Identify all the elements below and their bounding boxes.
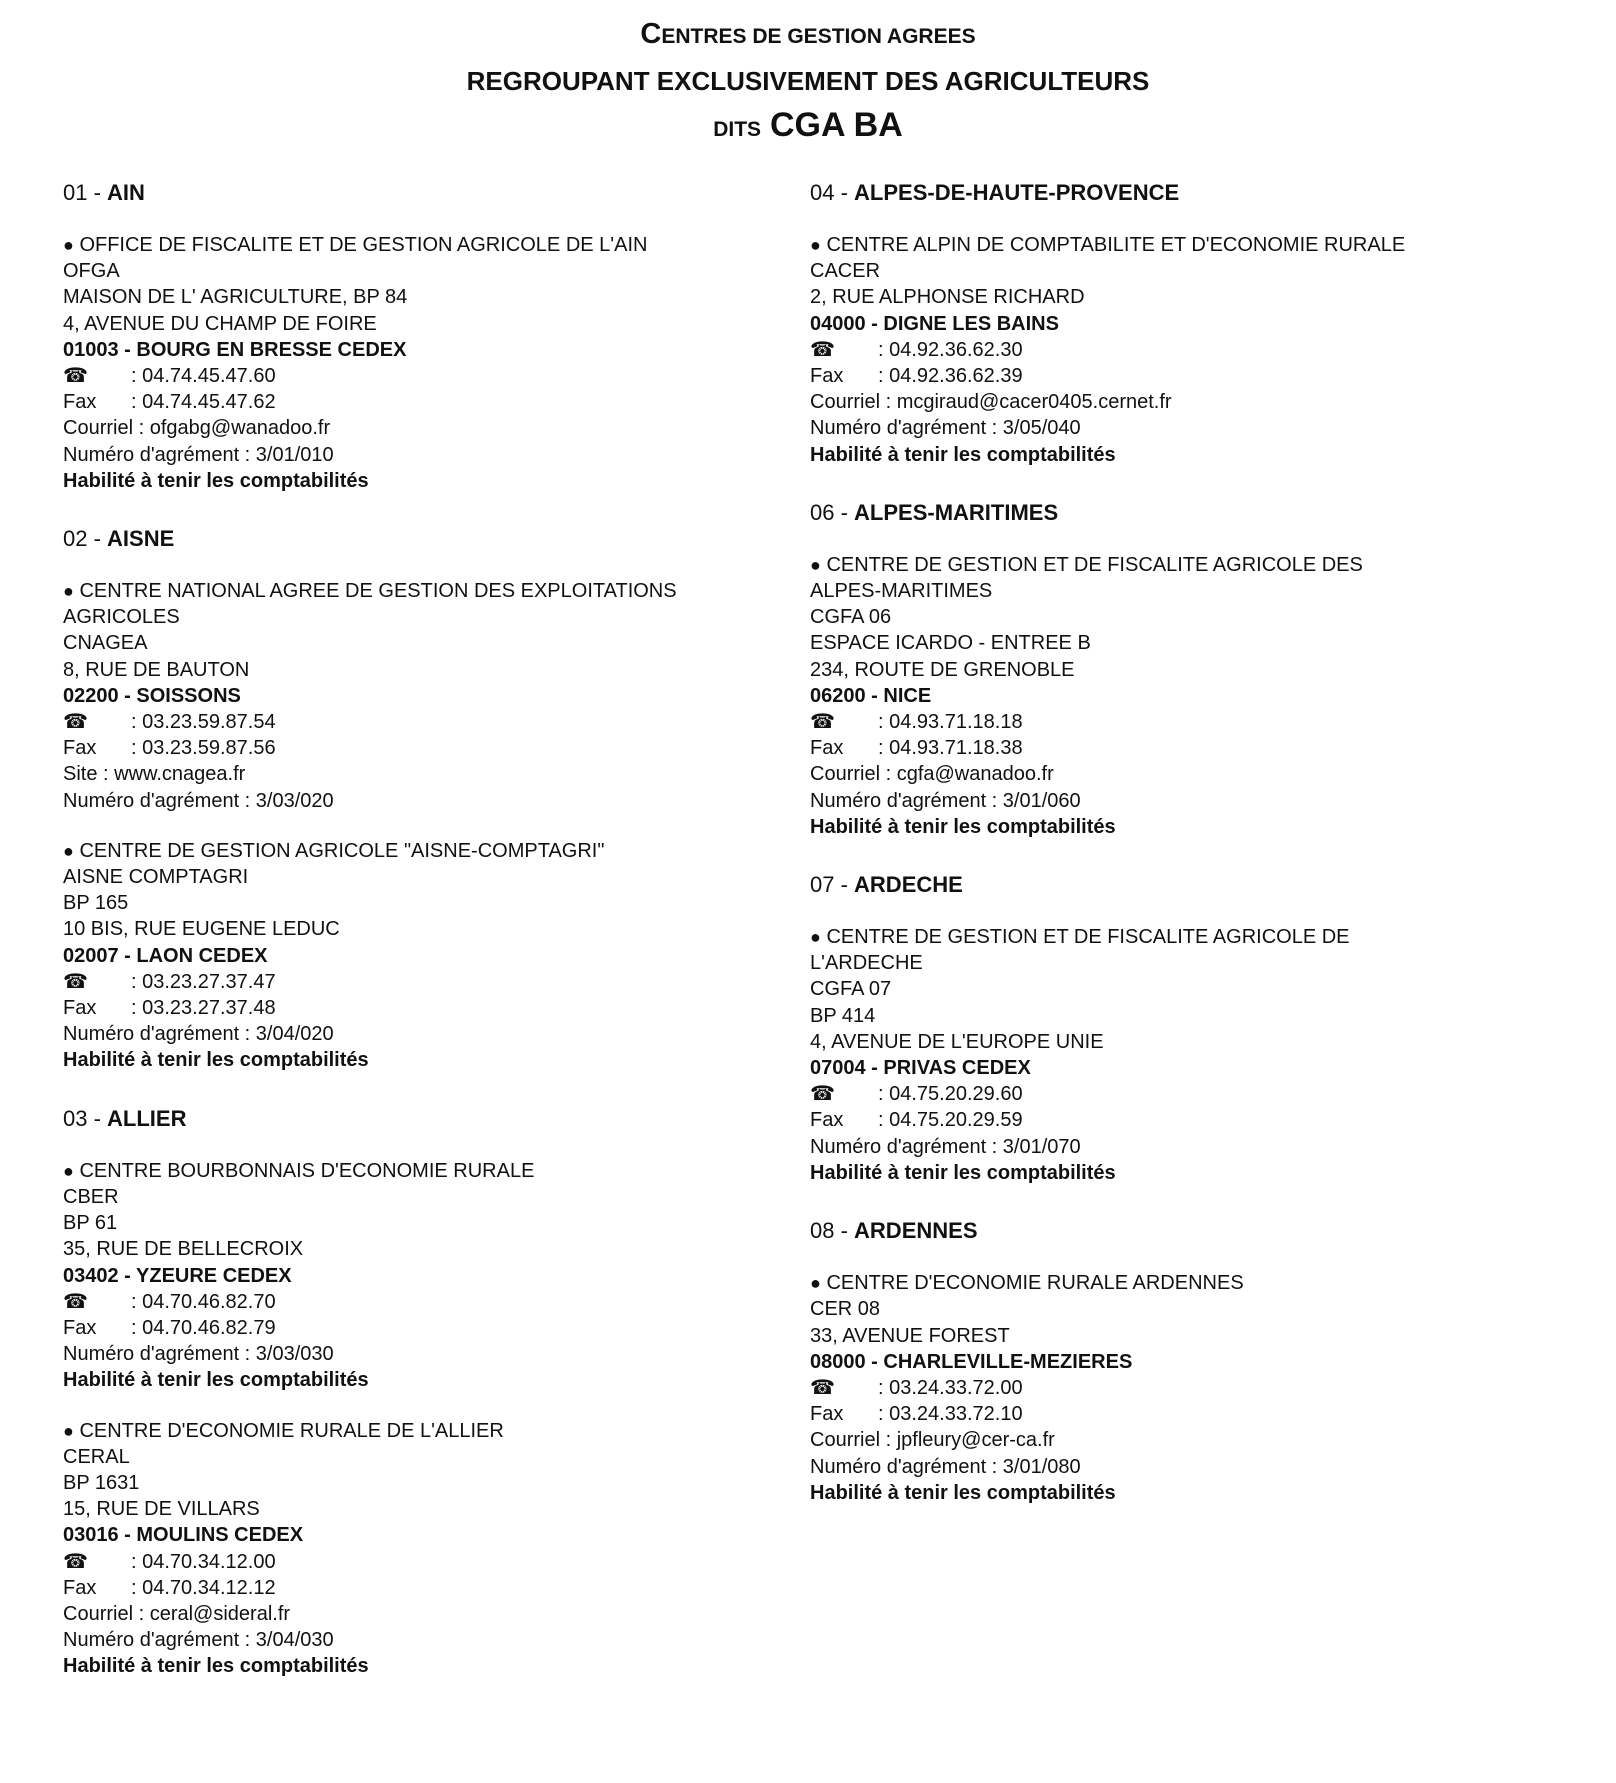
agrement-number: Numéro d'agrément : 3/01/060: [810, 789, 1081, 812]
habilite-note: Habilité à tenir les comptabilités: [810, 443, 1116, 466]
department-heading: [63, 1106, 823, 1132]
fax-number: : 03.23.27.37.48: [131, 997, 276, 1020]
fax-line: [63, 389, 823, 415]
center-name-line: [810, 924, 1570, 950]
fax-label: Fax: [63, 1316, 97, 1339]
habilite-note: Habilité à tenir les comptabilités: [63, 1655, 369, 1678]
address-line: MAISON DE L' AGRICULTURE, BP 84: [63, 286, 408, 309]
center-name: CENTRE DE GESTION AGRICOLE "AISNE-COMPTAGRI": [79, 839, 605, 862]
center-name-continued: ALPES-MARITIMES: [810, 580, 993, 603]
bullet-icon: ●: [810, 927, 821, 948]
phone-number: : 03.23.59.87.54: [131, 711, 276, 734]
fax-number: : 04.70.34.12.12: [131, 1576, 276, 1599]
phone-icon: ☎: [810, 1376, 835, 1399]
address-line: 15, RUE DE VILLARS: [63, 1498, 260, 1521]
center-entry: [63, 578, 823, 814]
email-line: Courriel : cgfa@wanadoo.fr: [810, 763, 1054, 786]
center-acronym: OFGA: [63, 260, 120, 283]
postal-city: 03402 - YZEURE CEDEX: [63, 1264, 292, 1287]
center-acronym: CERAL: [63, 1445, 130, 1468]
center-name-line: [63, 578, 823, 604]
fax-line: [63, 995, 823, 1021]
title-line-2: REGROUPANT EXCLUSIVEMENT DES AGRICULTEURS: [466, 66, 1150, 96]
fax-label: Fax: [63, 737, 97, 760]
title-rest: ENTRES DE GESTION AGREES: [661, 25, 976, 48]
fax-label: Fax: [810, 1403, 844, 1426]
address-line: 4, AVENUE DE L'EUROPE UNIE: [810, 1030, 1104, 1053]
center-name: CENTRE ALPIN DE COMPTABILITE ET D'ECONOMIE RURALE: [826, 234, 1406, 256]
address-line: 35, RUE DE BELLECROIX: [63, 1238, 304, 1261]
fax-label: Fax: [810, 365, 844, 388]
postal-city: 02200 - SOISSONS: [63, 684, 241, 707]
fax-line: [63, 735, 823, 761]
phone-number: : 04.75.20.29.60: [878, 1083, 1023, 1106]
department-name: ARDENNES: [854, 1218, 978, 1244]
phone-icon: ☎: [63, 1550, 88, 1573]
center-name: CENTRE DE GESTION ET DE FISCALITE AGRICOLE DE: [826, 926, 1350, 949]
address-line: ESPACE ICARDO - ENTREE B: [810, 632, 1091, 655]
right-column: [810, 180, 1570, 1530]
address-line: 234, ROUTE DE GRENOBLE: [810, 658, 1075, 681]
agrement-number: Numéro d'agrément : 3/03/030: [63, 1343, 334, 1366]
phone-line: [63, 1549, 823, 1575]
center-name-line: [810, 232, 1570, 258]
agrement-number: Numéro d'agrément : 3/04/030: [63, 1629, 334, 1652]
department-code: 08 -: [810, 1218, 855, 1244]
phone-number: : 04.92.36.62.30: [878, 338, 1023, 361]
fax-label: Fax: [63, 997, 97, 1020]
center-entry: [63, 1418, 823, 1680]
center-entry: [810, 924, 1570, 1186]
phone-line: [810, 709, 1570, 735]
center-name-line: [63, 232, 823, 258]
postal-city: 08000 - CHARLEVILLE-MEZIERES: [810, 1350, 1133, 1373]
center-entry: [63, 1158, 823, 1394]
center-name: CENTRE DE GESTION ET DE FISCALITE AGRICOLE DES: [826, 553, 1363, 576]
fax-number: : 04.92.36.62.39: [878, 365, 1023, 388]
address-line: 8, RUE DE BAUTON: [63, 658, 250, 681]
fax-line: [63, 1575, 823, 1601]
phone-number: : 04.70.34.12.00: [131, 1550, 276, 1573]
address-line: BP 165: [63, 892, 129, 915]
habilite-note: Habilité à tenir les comptabilités: [63, 1369, 369, 1392]
fax-number: : 04.74.45.47.62: [131, 391, 276, 414]
title-line-1: [0, 12, 1616, 59]
center-name: CENTRE D'ECONOMIE RURALE ARDENNES: [826, 1272, 1244, 1295]
phone-line: [63, 709, 823, 735]
title-cga-ba: CGA BA: [769, 106, 903, 144]
department-name: ALLIER: [107, 1105, 187, 1131]
address-line: 4, AVENUE DU CHAMP DE FOIRE: [63, 312, 377, 335]
department-code: 07 -: [810, 872, 855, 898]
phone-icon: ☎: [63, 1290, 88, 1313]
fax-number: : 03.24.33.72.10: [878, 1403, 1023, 1426]
center-entry: [810, 1270, 1570, 1506]
bullet-icon: ●: [63, 1160, 74, 1181]
postal-city: 01003 - BOURG EN BRESSE CEDEX: [63, 338, 407, 361]
postal-city: 03016 - MOULINS CEDEX: [63, 1524, 304, 1547]
habilite-note: Habilité à tenir les comptabilités: [63, 1049, 369, 1072]
agrement-number: Numéro d'agrément : 3/03/020: [63, 789, 334, 812]
email-line: Courriel : ofgabg@wanadoo.fr: [63, 417, 331, 440]
fax-line: [63, 1315, 823, 1341]
address-line: BP 61: [63, 1212, 118, 1235]
bullet-icon: ●: [63, 840, 74, 861]
center-name-line: [63, 1418, 823, 1444]
phone-number: : 04.93.71.18.18: [878, 711, 1023, 734]
address-line: BP 1631: [63, 1471, 140, 1494]
fax-line: [810, 1401, 1570, 1427]
left-column: [63, 180, 823, 1704]
bullet-icon: ●: [810, 554, 821, 575]
fax-number: : 03.23.59.87.56: [131, 737, 276, 760]
center-acronym: CER 08: [810, 1298, 881, 1321]
department-code: 01 -: [63, 180, 108, 205]
phone-line: [810, 337, 1570, 363]
postal-city: 02007 - LAON CEDEX: [63, 944, 268, 967]
center-acronym: CGFA 06: [810, 606, 892, 629]
email-line: Courriel : jpfleury@cer-ca.fr: [810, 1429, 1055, 1452]
department-heading: [63, 180, 823, 206]
bullet-icon: ●: [810, 1273, 821, 1294]
center-entry: [810, 232, 1570, 468]
fax-label: Fax: [63, 391, 97, 414]
department-name: ALPES-MARITIMES: [854, 499, 1059, 525]
center-name-continued: AGRICOLES: [63, 606, 180, 629]
bullet-icon: ●: [63, 581, 74, 602]
habilite-note: Habilité à tenir les comptabilités: [810, 1161, 1116, 1184]
habilite-note: Habilité à tenir les comptabilités: [810, 815, 1116, 838]
phone-icon: ☎: [63, 365, 88, 388]
fax-line: [810, 363, 1570, 389]
phone-number: : 04.74.45.47.60: [131, 365, 276, 388]
agrement-number: Numéro d'agrément : 3/01/080: [810, 1455, 1081, 1478]
fax-line: [810, 1107, 1570, 1133]
postal-city: 07004 - PRIVAS CEDEX: [810, 1057, 1031, 1080]
fax-label: Fax: [810, 737, 844, 760]
center-name: CENTRE D'ECONOMIE RURALE DE L'ALLIER: [79, 1419, 504, 1442]
center-acronym: CACER: [810, 260, 881, 283]
center-name-line: [810, 1270, 1570, 1296]
fax-number: : 04.70.46.82.79: [131, 1316, 276, 1339]
postal-city: 06200 - NICE: [810, 684, 932, 707]
center-acronym: CGFA 07: [810, 978, 892, 1001]
phone-icon: ☎: [810, 338, 835, 361]
center-entry: [63, 232, 823, 494]
address-line: BP 414: [810, 1004, 876, 1027]
title-line-3: [0, 103, 1616, 152]
habilite-note: Habilité à tenir les comptabilités: [810, 1481, 1116, 1504]
phone-icon: ☎: [810, 711, 835, 734]
phone-line: [63, 363, 823, 389]
phone-number: : 03.23.27.37.47: [131, 970, 276, 993]
agrement-number: Numéro d'agrément : 3/01/070: [810, 1135, 1081, 1158]
address-line: 2, RUE ALPHONSE RICHARD: [810, 286, 1085, 309]
department-name: ALPES-DE-HAUTE-PROVENCE: [854, 180, 1180, 205]
center-name-line: [810, 552, 1570, 578]
phone-number: : 03.24.33.72.00: [878, 1376, 1023, 1399]
phone-line: [810, 1375, 1570, 1401]
center-name-continued: L'ARDECHE: [810, 952, 923, 975]
bullet-icon: ●: [810, 235, 821, 255]
department-name: AISNE: [107, 526, 175, 552]
website-line: Site : www.cnagea.fr: [63, 763, 246, 786]
email-line: Courriel : mcgiraud@cacer0405.cernet.fr: [810, 391, 1172, 414]
department-heading: [810, 500, 1570, 526]
phone-line: [63, 969, 823, 995]
postal-city: 04000 - DIGNE LES BAINS: [810, 312, 1059, 335]
title-initial: C: [640, 18, 662, 50]
department-code: 06 -: [810, 499, 855, 525]
bullet-icon: ●: [63, 1420, 74, 1441]
agrement-number: Numéro d'agrément : 3/04/020: [63, 1023, 334, 1046]
page-header: [0, 12, 1616, 152]
phone-line: [63, 1289, 823, 1315]
fax-number: : 04.93.71.18.38: [878, 737, 1023, 760]
phone-icon: ☎: [63, 970, 88, 993]
bullet-icon: ●: [63, 235, 74, 255]
address-line: 10 BIS, RUE EUGENE LEDUC: [63, 918, 340, 941]
department-heading: [810, 1218, 1570, 1244]
fax-number: : 04.75.20.29.59: [878, 1109, 1023, 1132]
fax-label: Fax: [810, 1109, 844, 1132]
center-name: CENTRE BOURBONNAIS D'ECONOMIE RURALE: [79, 1159, 535, 1182]
agrement-number: Numéro d'agrément : 3/01/010: [63, 443, 334, 466]
title-dits: DITS: [713, 118, 762, 141]
center-name: CENTRE NATIONAL AGREE DE GESTION DES EXPLOITATIONS: [79, 580, 677, 603]
department-heading: [63, 526, 823, 552]
address-line: 33, AVENUE FOREST: [810, 1324, 1010, 1347]
center-acronym: AISNE COMPTAGRI: [63, 866, 249, 889]
center-entry: [63, 838, 823, 1074]
phone-line: [810, 1081, 1570, 1107]
center-acronym: CBER: [63, 1185, 119, 1208]
center-entry: [810, 552, 1570, 840]
fax-line: [810, 735, 1570, 761]
email-line: Courriel : ceral@sideral.fr: [63, 1602, 291, 1625]
phone-icon: ☎: [63, 711, 88, 734]
phone-icon: ☎: [810, 1083, 835, 1106]
center-name: OFFICE DE FISCALITE ET DE GESTION AGRICOLE DE L'AIN: [79, 234, 648, 256]
department-code: 04 -: [810, 180, 855, 205]
center-name-line: [63, 838, 823, 864]
department-name: AIN: [107, 180, 145, 205]
fax-label: Fax: [63, 1576, 97, 1599]
center-acronym: CNAGEA: [63, 632, 148, 655]
agrement-number: Numéro d'agrément : 3/05/040: [810, 417, 1081, 440]
center-name-line: [63, 1158, 823, 1184]
phone-number: : 04.70.46.82.70: [131, 1290, 276, 1313]
department-heading: [810, 180, 1570, 206]
department-code: 02 -: [63, 526, 108, 552]
department-name: ARDECHE: [854, 872, 963, 898]
department-code: 03 -: [63, 1105, 108, 1131]
habilite-note: Habilité à tenir les comptabilités: [63, 469, 369, 492]
department-heading: [810, 872, 1570, 898]
